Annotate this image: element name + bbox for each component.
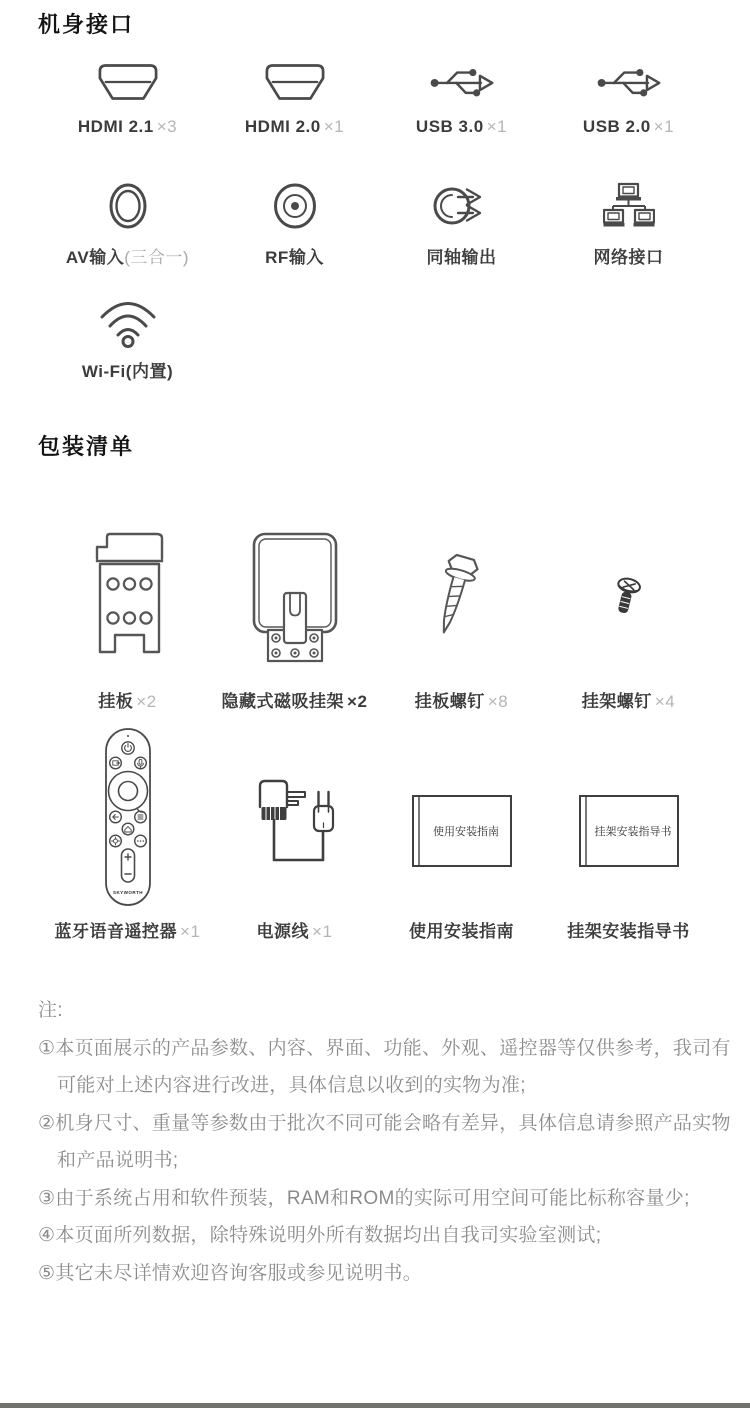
port-label	[594, 243, 664, 268]
wifi-icon	[97, 296, 159, 348]
port-count: ×3	[156, 117, 178, 136]
pack-count: ×1	[312, 922, 333, 941]
note-line: ④本页面所列数据，除特殊说明外所有数据均出自我司实验室测试;	[38, 1225, 602, 1246]
pack-item-user-manual	[378, 726, 545, 942]
note-line: ②机身尺寸、重量等参数由于批次不同可能会略有差异，具体信息请参照产品实物	[38, 1112, 731, 1134]
remote-brand-label: SKYWORTH	[112, 890, 143, 895]
pack-name: 挂架螺钉	[581, 692, 652, 711]
manual-icon	[411, 726, 513, 908]
port-count: ×1	[486, 117, 508, 136]
pack-label	[409, 917, 514, 942]
note-line: ⑤其它未尽详情欢迎咨询客服或参见说明书。	[38, 1262, 423, 1284]
pack-count: ×1	[180, 922, 201, 941]
pack-count: ×2	[136, 692, 157, 711]
pack-label	[582, 687, 675, 712]
pack-count: ×2	[347, 692, 368, 711]
port-label	[82, 357, 173, 382]
pack-label	[222, 687, 368, 712]
port-name: HDMI 2.0	[244, 117, 321, 136]
port-label	[583, 117, 674, 137]
manual-icon	[578, 726, 680, 908]
ports-row-1	[44, 56, 712, 137]
port-label	[265, 243, 324, 268]
rf-input-icon	[271, 178, 319, 234]
pack-item-wall-plate	[44, 520, 211, 712]
power-cable-icon	[247, 726, 343, 908]
port-name: 网络接口	[593, 248, 664, 267]
bracket-screw-icon	[610, 520, 648, 678]
port-item-hdmi20	[211, 56, 378, 137]
port-suffix: (三合一)	[124, 248, 190, 267]
ports-row-3	[44, 296, 712, 382]
pack-count: ×4	[654, 692, 676, 711]
note-line: 可能对上述内容进行改进，具体信息以收到的实物为准;	[57, 1075, 526, 1096]
pack-label	[257, 917, 333, 942]
pack-label	[98, 687, 156, 712]
hdmi-icon	[264, 56, 326, 108]
pack-name: 挂板螺钉	[414, 692, 485, 711]
port-label	[78, 117, 177, 137]
port-label	[416, 117, 507, 137]
port-item-usb20	[545, 56, 712, 137]
port-name: USB 3.0	[415, 117, 484, 136]
port-item-usb30	[378, 56, 545, 137]
pack-name: 挂板	[98, 692, 134, 711]
magnetic-bracket-icon	[249, 520, 341, 678]
port-name: RF输入	[265, 248, 324, 267]
bottom-divider-bar	[0, 1403, 750, 1408]
hdmi-icon	[97, 56, 159, 108]
av-input-icon	[105, 178, 151, 234]
pack-name: 蓝牙语音遥控器	[54, 922, 178, 941]
usb-icon	[428, 56, 496, 108]
port-count: ×1	[653, 117, 675, 136]
pack-name: 挂架安装指导书	[567, 922, 690, 941]
pack-label	[415, 687, 508, 712]
pack-item-bracket-screw	[545, 520, 712, 712]
pack-item-plate-screw	[378, 520, 545, 712]
ports-row-2	[44, 178, 712, 268]
pack-name: 隐藏式磁吸挂架	[221, 692, 345, 711]
packing-row-1	[44, 520, 712, 712]
note-line: ③由于系统占用和软件预装，RAM和ROM的实际可用空间可能比标称容量少;	[38, 1187, 690, 1209]
port-item-rf	[211, 178, 378, 268]
port-item-av	[44, 178, 211, 268]
pack-name: 电源线	[256, 922, 310, 941]
note-line: ①本页面展示的产品参数、内容、界面、功能、外观、遥控器等仅供参考，我司有	[38, 1037, 731, 1059]
port-item-hdmi21	[44, 56, 211, 137]
packing-row-2	[44, 726, 712, 942]
ports-section-title: 机身接口	[38, 12, 135, 37]
note-line: 和产品说明书;	[57, 1150, 179, 1171]
plate-screw-icon	[429, 520, 495, 678]
pack-item-magnetic-bracket	[211, 520, 378, 712]
port-name: USB 2.0	[582, 117, 651, 136]
manual-cover-text: 使用安装指南	[432, 826, 499, 838]
port-label	[66, 243, 189, 268]
port-item-coaxial	[378, 178, 545, 268]
port-label	[245, 117, 344, 137]
pack-label	[567, 917, 690, 942]
port-name: HDMI 2.1	[77, 117, 154, 136]
port-name: 同轴输出	[426, 248, 497, 267]
pack-item-remote	[44, 726, 211, 942]
pack-item-bracket-manual	[545, 726, 712, 942]
port-item-ethernet	[545, 178, 712, 268]
notes-heading: 注:	[38, 1000, 63, 1021]
pack-item-power-cable	[211, 726, 378, 942]
packing-section-title: 包装清单	[38, 434, 135, 459]
pack-name: 使用安装指南	[409, 922, 514, 941]
port-name: Wi-Fi(内置)	[81, 362, 174, 381]
port-item-wifi	[44, 296, 211, 382]
ethernet-icon	[603, 178, 655, 234]
usb-icon	[595, 56, 663, 108]
port-label	[427, 243, 497, 268]
port-name: AV输入	[65, 248, 125, 267]
port-count: ×1	[323, 117, 345, 136]
pack-label	[55, 917, 201, 942]
coaxial-out-icon	[432, 178, 492, 234]
pack-count: ×8	[487, 692, 509, 711]
notes-block	[38, 992, 731, 1292]
remote-icon	[103, 726, 153, 908]
wall-plate-icon	[84, 520, 172, 678]
manual-cover-text: 挂架安装指导书	[594, 826, 671, 838]
